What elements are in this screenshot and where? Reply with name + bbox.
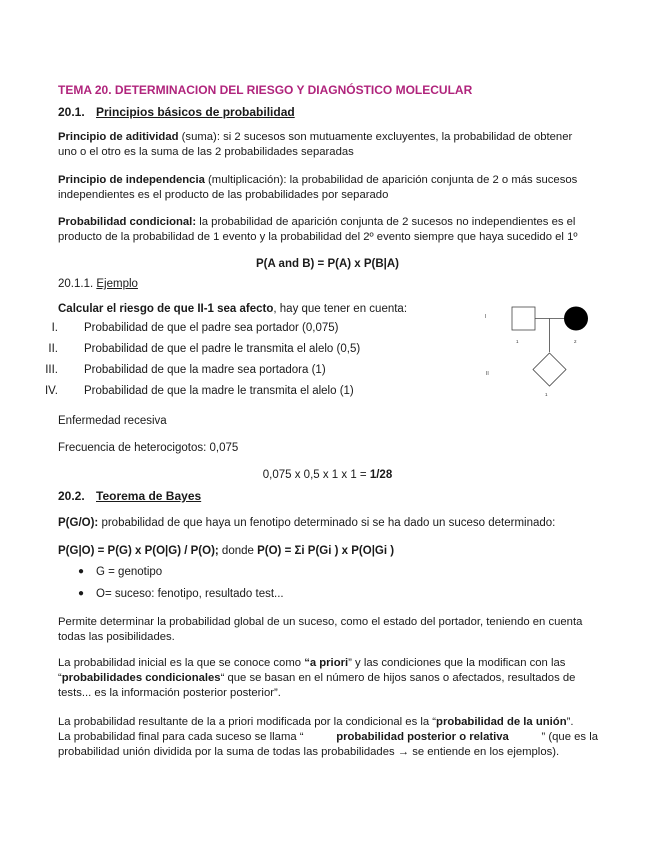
calcular-bold: Calcular el riesgo de que II-1 sea afecto: [58, 303, 274, 315]
paragraph-inicial: [58, 656, 603, 701]
list-text: Probabilidad de que la madre sea portadora (1): [84, 364, 326, 376]
text-span: ” (que es la: [541, 731, 598, 743]
frecuencia-text: Frecuencia de heterocigotos: 0,075: [58, 442, 239, 454]
bullet-item: [0, 588, 600, 603]
text-span: La probabilidad inicial es la que se conoce como: [58, 657, 305, 669]
bullet-text: G = genotipo: [96, 566, 163, 578]
diamond-child: [533, 353, 566, 386]
text-line: (multiplicación): la probabilidad de aparición conjunta de 2 o más sucesos: [204, 174, 578, 186]
term-probabilidad-union: probabilidad de la unión: [436, 716, 567, 728]
bullet-icon: ●: [78, 588, 85, 599]
list-number: IV.: [44, 385, 58, 397]
bullet-icon: ●: [78, 566, 85, 577]
generation-label-ii: II: [486, 371, 489, 377]
pgo-term: P(G/O):: [58, 517, 99, 529]
subsection-heading-ejemplo: [58, 277, 138, 292]
individual-label-child: 1: [545, 392, 548, 397]
section-label: Principios básicos de probabilidad: [96, 105, 295, 119]
text-line: la probabilidad de aparición conjunta de 2 sucesos no independientes es el: [196, 216, 576, 228]
text-span: La probabilidad resultante de la a priori modificada por la condicional es la “: [58, 716, 437, 728]
formula-conditional: P(A and B) = P(A) x P(B|A): [255, 258, 400, 270]
section-heading-20-2: [58, 489, 201, 504]
text-span: “ que se basan en el número de hijos sanos o afectados, resultados de: [220, 672, 576, 684]
female-circle-mother-affected: [564, 307, 588, 331]
text-line: probabilidad unión dividida por la suma de todas las probabilidades → se entiende en los ejemplos).: [58, 746, 560, 758]
term-aditividad: Principio de aditividad: [58, 131, 179, 143]
section-label: Teorema de Bayes: [96, 489, 202, 503]
list-number: I.: [51, 322, 58, 334]
paragraph-aditividad: [58, 130, 598, 160]
bayes-formula: [58, 544, 394, 559]
bullet-text: O= suceso: fenotipo, resultado test...: [96, 588, 284, 600]
list-item: [0, 364, 480, 379]
calculation-expression: 0,075 x 0,5 x 1 x 1 =: [262, 469, 370, 481]
list-number: II.: [48, 343, 58, 355]
calcular-rest: , hay que tener en cuenta:: [273, 303, 408, 315]
individual-label-2: 2: [574, 339, 577, 344]
document-title: TEMA 20. DETERMINACION DEL RIESGO Y DIAGNÓSTICO MOLECULAR: [58, 83, 473, 97]
text-line: todas las posibilidades.: [58, 631, 175, 643]
formula-part: i P(Gi ) x P(O|Gi ): [301, 545, 395, 557]
bullet-item: [0, 566, 600, 581]
pgo-rest: probabilidad de que haya un fenotipo determinado si se ha dado un suceso determinado:: [98, 517, 556, 529]
paragraph-permite: [58, 615, 603, 645]
text-span: ” y las condiciones que la modifican con las: [348, 657, 566, 669]
formula-part: P(G|O) = P(G) x P(O|G) / P(O);: [58, 545, 219, 557]
calculation-line: [0, 468, 655, 483]
list-item: [0, 343, 480, 358]
term-condicional: Probabilidad condicional:: [58, 216, 197, 228]
text-span: “: [58, 672, 62, 684]
enfermedad-text: Enfermedad recesiva: [58, 415, 167, 427]
pgo-definition: [58, 516, 555, 531]
sigma-symbol: Σ: [294, 545, 302, 557]
term-a-priori: “a priori: [304, 657, 349, 669]
list-item: [0, 385, 480, 400]
list-item: [0, 322, 480, 337]
term-probabilidad-posterior: probabilidad posterior o relativa: [336, 731, 509, 743]
generation-label-i: I: [485, 314, 487, 320]
text-line: tests... es la información posterior posterior”.: [58, 687, 281, 699]
text-line: uno o el otro es la suma de las 2 probabilidades separadas: [58, 146, 354, 158]
section-heading-20-1: [58, 105, 295, 120]
formula-part: donde: [218, 545, 258, 557]
subsection-label: Ejemplo: [96, 278, 138, 290]
male-square-father: [512, 307, 535, 330]
list-text: Probabilidad de que el padre le transmita el alelo (0,5): [84, 343, 361, 355]
term-probabilidades-condicionales: probabilidades condicionales: [61, 672, 221, 684]
text-line: producto de la probabilidad de 1 evento y la probabilidad del 2º evento siempre que haya sucedido el 1º: [58, 231, 578, 243]
list-number: III.: [45, 364, 58, 376]
section-number: 20.2.: [58, 489, 85, 503]
list-text: Probabilidad de que la madre le transmita el alelo (1): [84, 385, 354, 397]
formula-part: P(O) =: [257, 545, 295, 557]
calculation-result: 1/28: [369, 469, 393, 481]
paragraph-resultante: [58, 715, 603, 760]
text-line: independientes es el producto de las probabilidades por separado: [58, 189, 389, 201]
paragraph-condicional: [58, 215, 603, 245]
individual-label-1: 1: [516, 339, 519, 344]
subsection-number: 20.1.1.: [58, 278, 94, 290]
text-line: Permite determinar la probabilidad global de un suceso, como el estado del portador, teniendo en cuenta: [58, 616, 583, 628]
list-text: Probabilidad de que el padre sea portador (0,075): [84, 322, 339, 334]
text-span: La probabilidad final para cada suceso se llama “: [58, 731, 304, 743]
paragraph-independencia: [58, 173, 598, 203]
section-number: 20.1.: [58, 105, 85, 119]
term-independencia: Principio de independencia: [58, 174, 205, 186]
text-span: ”.: [566, 716, 574, 728]
text-line: (suma): si 2 sucesos son mutuamente excluyentes, la probabilidad de obtener: [178, 131, 573, 143]
calcular-intro: [58, 302, 407, 317]
